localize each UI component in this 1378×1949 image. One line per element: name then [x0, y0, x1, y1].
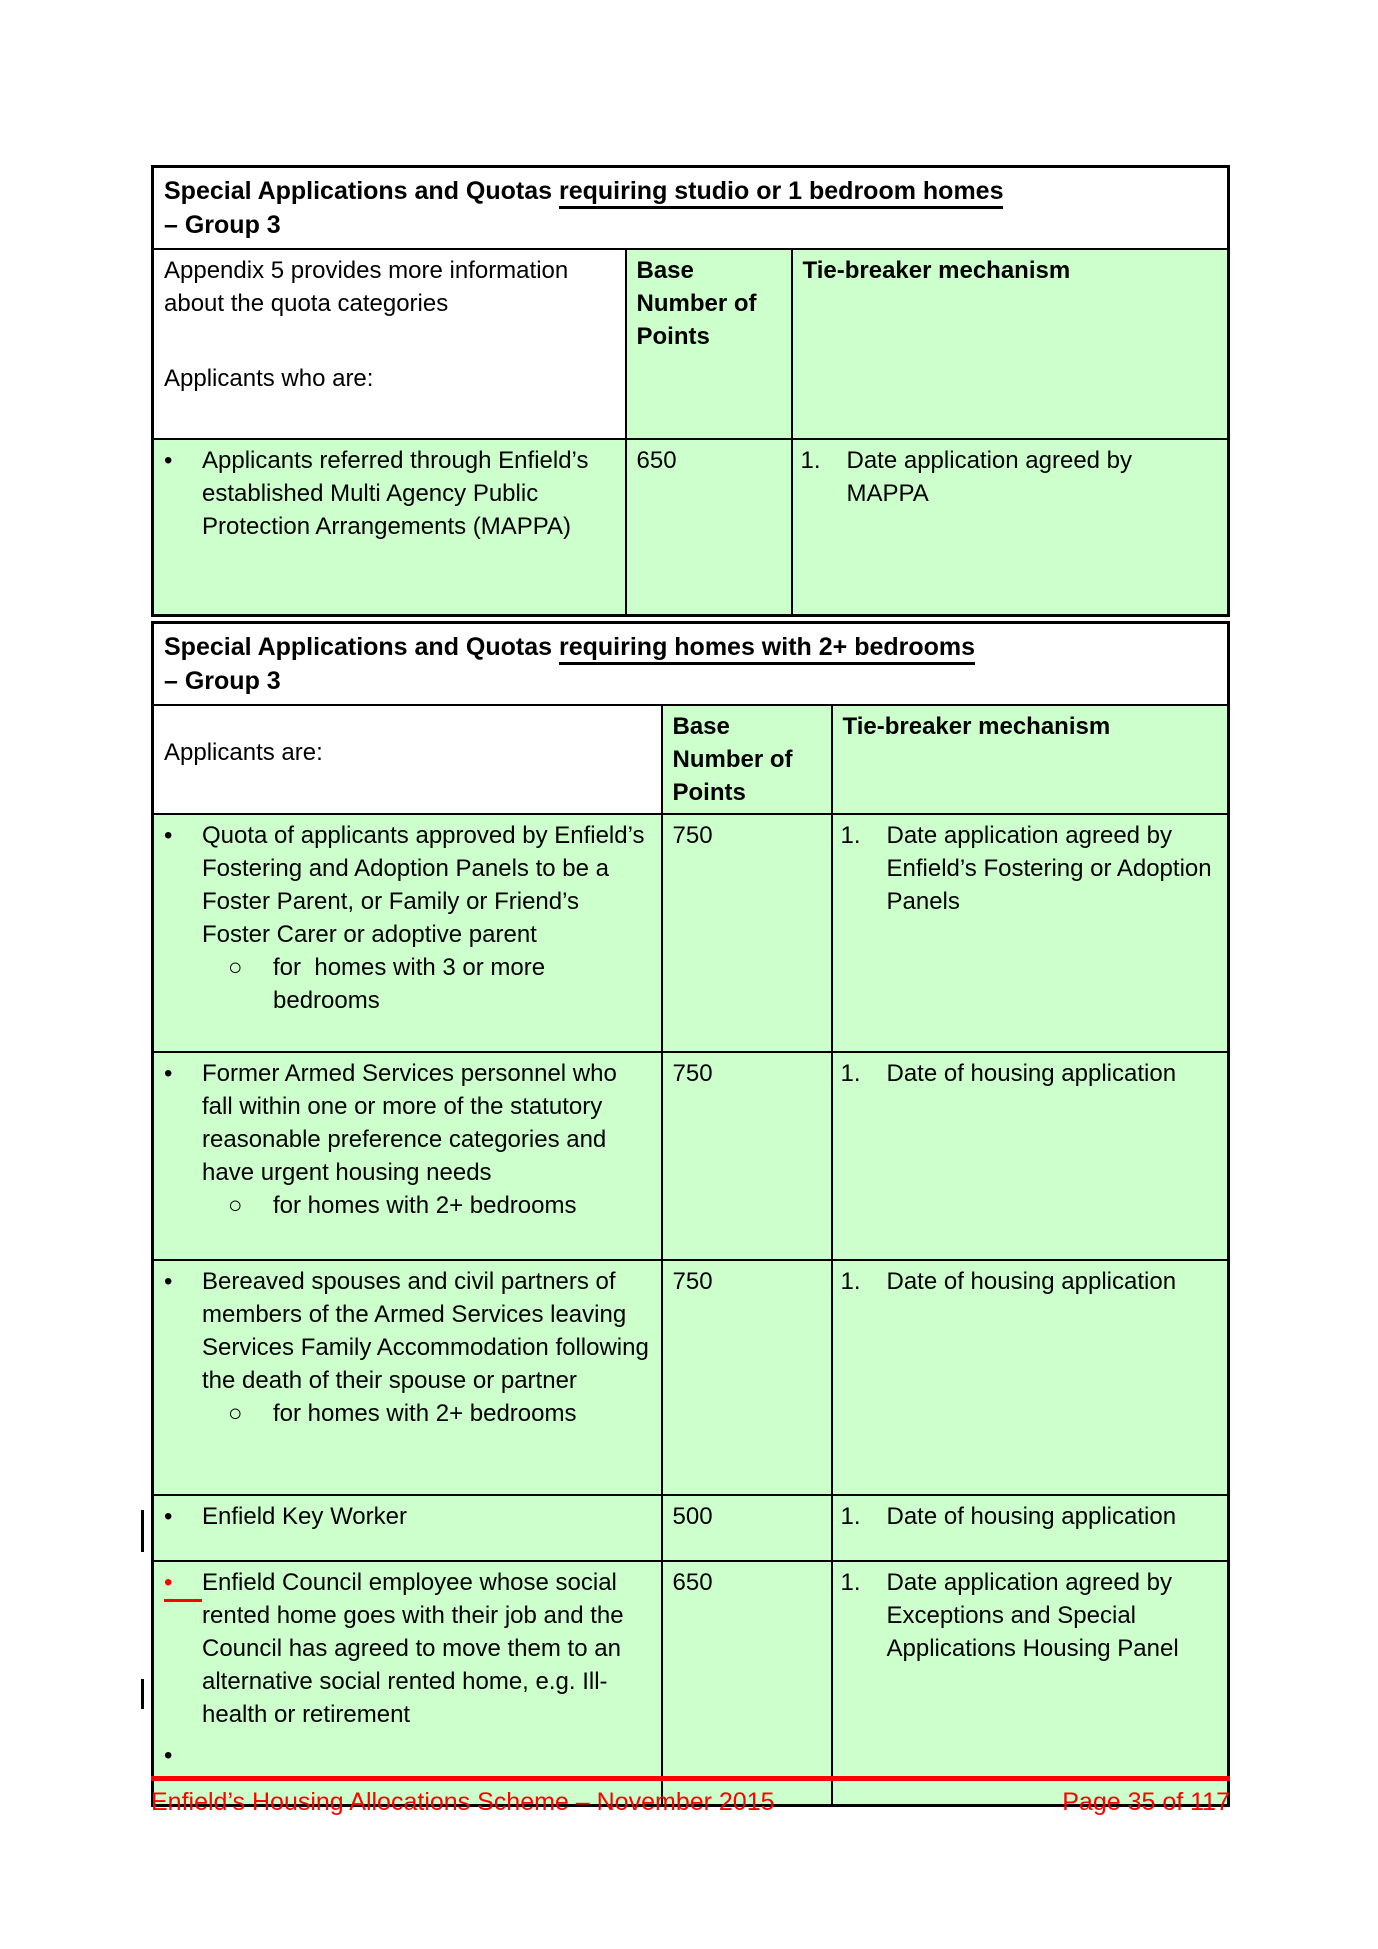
tiebreaker-text: Date of housing application [886, 1060, 1177, 1087]
sub-category-text: for homes with 2+ bedrooms [273, 1192, 577, 1219]
sub-category-text: for homes with 2+ bedrooms [273, 1400, 577, 1427]
empty-list-item [164, 1739, 653, 1772]
table2-tiebreaker-header: Tie-breaker mechanism [832, 705, 1229, 814]
table1-title-prefix: Special Applications and Quotas [164, 177, 553, 205]
table2-row4-tiebreaker [832, 1495, 1229, 1561]
table2-row1-points: 750 [662, 814, 832, 1052]
circle-bullet-icon: ○ [228, 954, 243, 981]
table1-row-category [153, 439, 626, 616]
sub-category-text: for homes with 3 or more bedrooms [273, 954, 552, 1014]
table2-header-left-para1: Applicants are: [164, 739, 323, 766]
table2-row5-category [153, 1561, 662, 1806]
category-text: Enfield Key Worker [202, 1503, 407, 1530]
table2-row3-tiebreaker [832, 1260, 1229, 1495]
category-text: Former Armed Services personnel who fall within one or more of the statutory reasonable preference categories and have urgent housing needs [202, 1060, 624, 1186]
numbered-item [841, 1265, 1220, 1298]
table1-tiebreaker-header: Tie-breaker mechanism [792, 249, 1229, 439]
table2-title-line1 [164, 630, 1219, 664]
table2-row1-category [153, 814, 662, 1052]
category-text: Quota of applicants approved by Enfield’s Fostering and Adoption Panels to be a Foster Parent, or Family or Friend’s Foster Carer or adoptive parent [202, 822, 652, 948]
list-number: 1. [840, 1569, 861, 1596]
table2-row2-tiebreaker [832, 1052, 1229, 1260]
table2-row5-tiebreaker [832, 1561, 1229, 1806]
list-number: 1. [840, 1268, 861, 1295]
list-number: 1. [840, 822, 861, 849]
table2-title-line2: – Group 3 [164, 667, 281, 695]
revision-change-bar [141, 1510, 144, 1552]
table2-row2-category [153, 1052, 662, 1260]
table2-header-left [153, 705, 662, 814]
table1-title [153, 167, 1229, 250]
bullet-icon: • [164, 1060, 173, 1087]
table1-title-line1 [164, 174, 1219, 208]
table1-header-left-para2: Applicants who are: [164, 365, 374, 392]
bullet-icon: • [164, 1503, 173, 1530]
list-item [164, 1566, 653, 1731]
table2-row4-category [153, 1495, 662, 1561]
table1-row-points: 650 [626, 439, 792, 616]
table1-title-underlined: requiring studio or 1 bedroom homes [559, 177, 1003, 209]
footer-document-title: Enfield’s Housing Allocations Scheme – November 2015 [151, 1788, 775, 1816]
table2-points-header: Base Number of Points [662, 705, 832, 814]
numbered-item [841, 1566, 1220, 1665]
bullet-icon: • [164, 1742, 173, 1769]
bullet-icon: • [164, 447, 173, 474]
list-item [164, 819, 653, 951]
category-text: Bereaved spouses and civil partners of members of the Armed Services leaving Services Family Accommodation following the death of their spouse or partner [202, 1268, 656, 1394]
numbered-item [841, 1500, 1220, 1533]
table1-header-left-para1: Appendix 5 provides more information about the quota categories [164, 257, 569, 317]
footer-rule [151, 1776, 1230, 1781]
sub-list-item [164, 951, 653, 1017]
table2-row1-tiebreaker [832, 814, 1229, 1052]
table-2plus-bedrooms [151, 621, 1230, 1807]
table1-row-tiebreaker [792, 439, 1229, 616]
bullet-icon: • [164, 1268, 173, 1295]
bullet-icon: • [164, 822, 173, 849]
table2-title [153, 623, 1229, 706]
table2-row5-points: 650 [662, 1561, 832, 1806]
tiebreaker-text: Date application agreed by Enfield’s Fostering or Adoption Panels [886, 822, 1219, 915]
table2-title-prefix: Special Applications and Quotas [164, 633, 553, 661]
category-text: Applicants referred through Enfield’s established Multi Agency Public Protection Arrangements (MAPPA) [202, 447, 596, 540]
table-studio-1bed [151, 165, 1230, 617]
list-item [164, 1265, 656, 1397]
list-item [164, 1057, 653, 1189]
tracked-change-bullet-icon: • [164, 1566, 202, 1602]
numbered-item [801, 444, 1220, 510]
sub-list-item [164, 1397, 653, 1430]
list-number: 1. [800, 447, 821, 474]
list-item [164, 1500, 653, 1533]
category-text: Enfield Council employee whose social rented home goes with their job and the Council has agreed to move them to an alternative social rented home, e.g. Ill-health or retirement [202, 1569, 631, 1728]
tiebreaker-text: Date application agreed by Exceptions and Special Applications Housing Panel [886, 1569, 1179, 1662]
tiebreaker-text: Date of housing application [886, 1503, 1177, 1530]
list-item [164, 444, 617, 543]
table2-title-underlined: requiring homes with 2+ bedrooms [559, 633, 975, 665]
table2-row3-points: 750 [662, 1260, 832, 1495]
numbered-item [841, 819, 1220, 918]
circle-bullet-icon: ○ [228, 1400, 243, 1427]
list-number: 1. [840, 1060, 861, 1087]
footer [151, 1786, 1230, 1818]
footer-page-number: Page 35 of 117 [1062, 1788, 1230, 1816]
tiebreaker-text: Date of housing application [886, 1268, 1177, 1295]
circle-bullet-icon: ○ [228, 1192, 243, 1219]
numbered-item [841, 1057, 1220, 1090]
table1-title-line2: – Group 3 [164, 211, 281, 239]
revision-change-bar [141, 1679, 144, 1709]
tiebreaker-text: Date application agreed by MAPPA [846, 447, 1139, 507]
table2-row3-category [153, 1260, 662, 1495]
table1-header-left [153, 249, 626, 439]
table2-row2-points: 750 [662, 1052, 832, 1260]
table2-row4-points: 500 [662, 1495, 832, 1561]
list-number: 1. [840, 1503, 861, 1530]
table1-points-header: Base Number of Points [626, 249, 792, 439]
sub-list-item [164, 1189, 653, 1222]
